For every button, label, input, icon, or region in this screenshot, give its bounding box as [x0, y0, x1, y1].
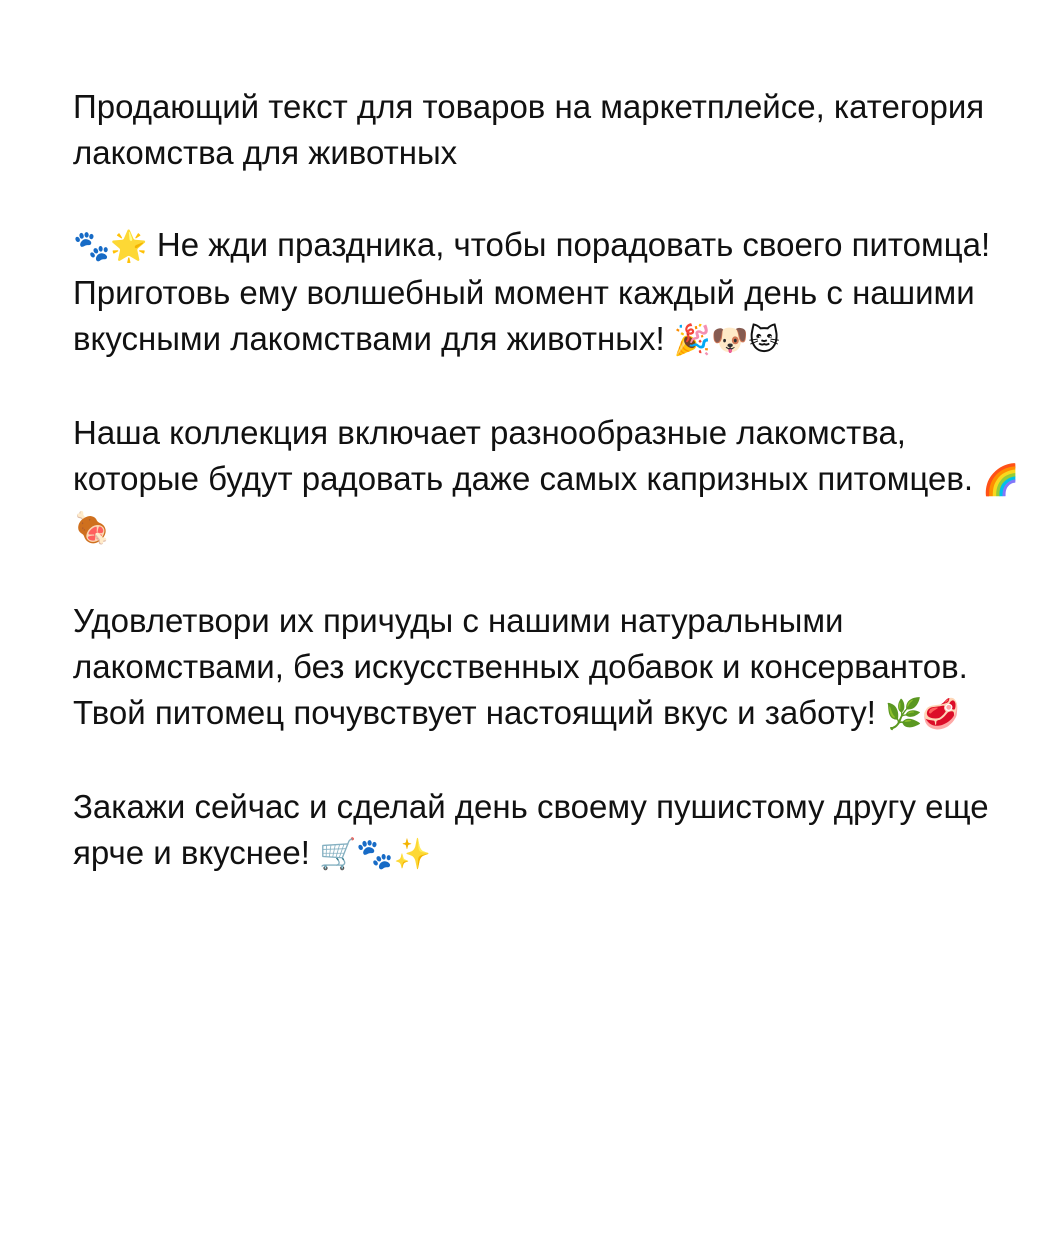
- paragraph-3-text: Удовлетвори их причуды с нашими натуральными лакомствами, без искусственных добавок и консервантов. Твой питомец почувствует настоящий вкус и заботу!: [73, 602, 977, 731]
- paragraph-2: [73, 410, 1023, 552]
- party-dog-cat-emoji: 🎉🐶🐱: [673, 323, 780, 358]
- paw-star-emoji: 🐾🌟: [73, 229, 148, 264]
- cart-paw-sparkles-emoji: 🛒🐾✨: [319, 837, 432, 872]
- paragraph-4-text: Закажи сейчас и сделай день своему пушистому другу еще ярче и вкуснее!: [73, 788, 998, 871]
- document-body: [73, 84, 1023, 924]
- document-title: Продающий текст для товаров на маркетплейсе, категория лакомства для животных: [73, 88, 994, 171]
- rainbow-meat-emoji: 🌈🍖: [73, 463, 1020, 546]
- herb-steak-emoji: 🌿🥩: [885, 697, 960, 732]
- paragraph-3: [73, 598, 1023, 738]
- paragraph-2-text: Наша коллекция включает разнообразные лакомства, которые будут радовать даже самых капризных питомцев.: [73, 414, 983, 497]
- paragraph-1: [73, 222, 1023, 364]
- paragraph-1-text: Не жди праздника, чтобы порадовать своего питомца! Приготовь ему волшебный момент каждый день с нашими вкусными лакомствами для животных!: [73, 226, 1000, 357]
- paragraph-4: [73, 784, 1023, 878]
